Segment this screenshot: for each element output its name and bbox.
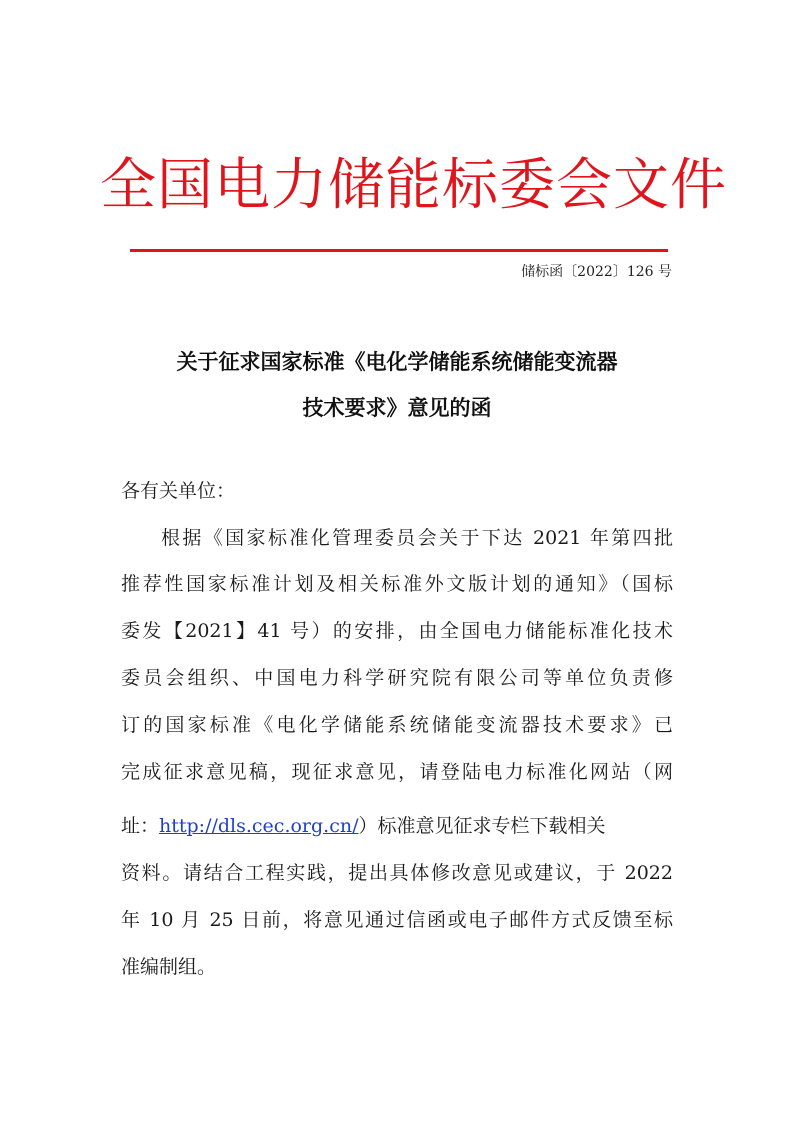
url-prefix: 址： (121, 815, 160, 837)
standards-website-link[interactable]: http://dls.cec.org.cn/ (159, 815, 359, 837)
document-number: 储标函〔2022〕126 号 (521, 264, 672, 280)
subject-line-2: 技术要求》意见的函 (302, 396, 492, 420)
salutation: 各有关单位： (121, 480, 236, 502)
document-subject (100, 339, 694, 431)
header-divider (130, 249, 668, 252)
subject-line-1: 关于征求国家标准《电化学储能系统储能变流器 (176, 350, 618, 374)
body-line-4: 委员会组织、中国电力科学研究院有限公司等单位负责修 (121, 667, 673, 689)
body-line-5: 订的国家标准《电化学储能系统储能变流器技术要求》已 (121, 714, 673, 736)
url-suffix: ）标准意见征求专栏下载相关 (358, 815, 606, 837)
body-line-8: 年 10 月 25 日前，将意见通过信函或电子邮件方式反馈至标 (121, 909, 673, 931)
body-line-url (121, 811, 673, 841)
body-line-2: 推荐性国家标准计划及相关标准外文版计划的通知》（国标 (121, 573, 673, 595)
document-header-title: 全国电力储能标委会文件 (100, 153, 727, 218)
body-line-7: 资料。请结合工程实践，提出具体修改意见或建议，于 2022 (121, 862, 673, 884)
body-line-6: 完成征求意见稿，现征求意见，请登陆电力标准化网站（网 (121, 761, 673, 783)
body-line-1: 根据《国家标准化管理委员会关于下达 2021 年第四批 (161, 527, 673, 549)
body-line-9: 准编制组。 (121, 956, 217, 978)
body-line-3: 委发【2021】41 号）的安排，由全国电力储能标准化技术 (121, 620, 673, 642)
